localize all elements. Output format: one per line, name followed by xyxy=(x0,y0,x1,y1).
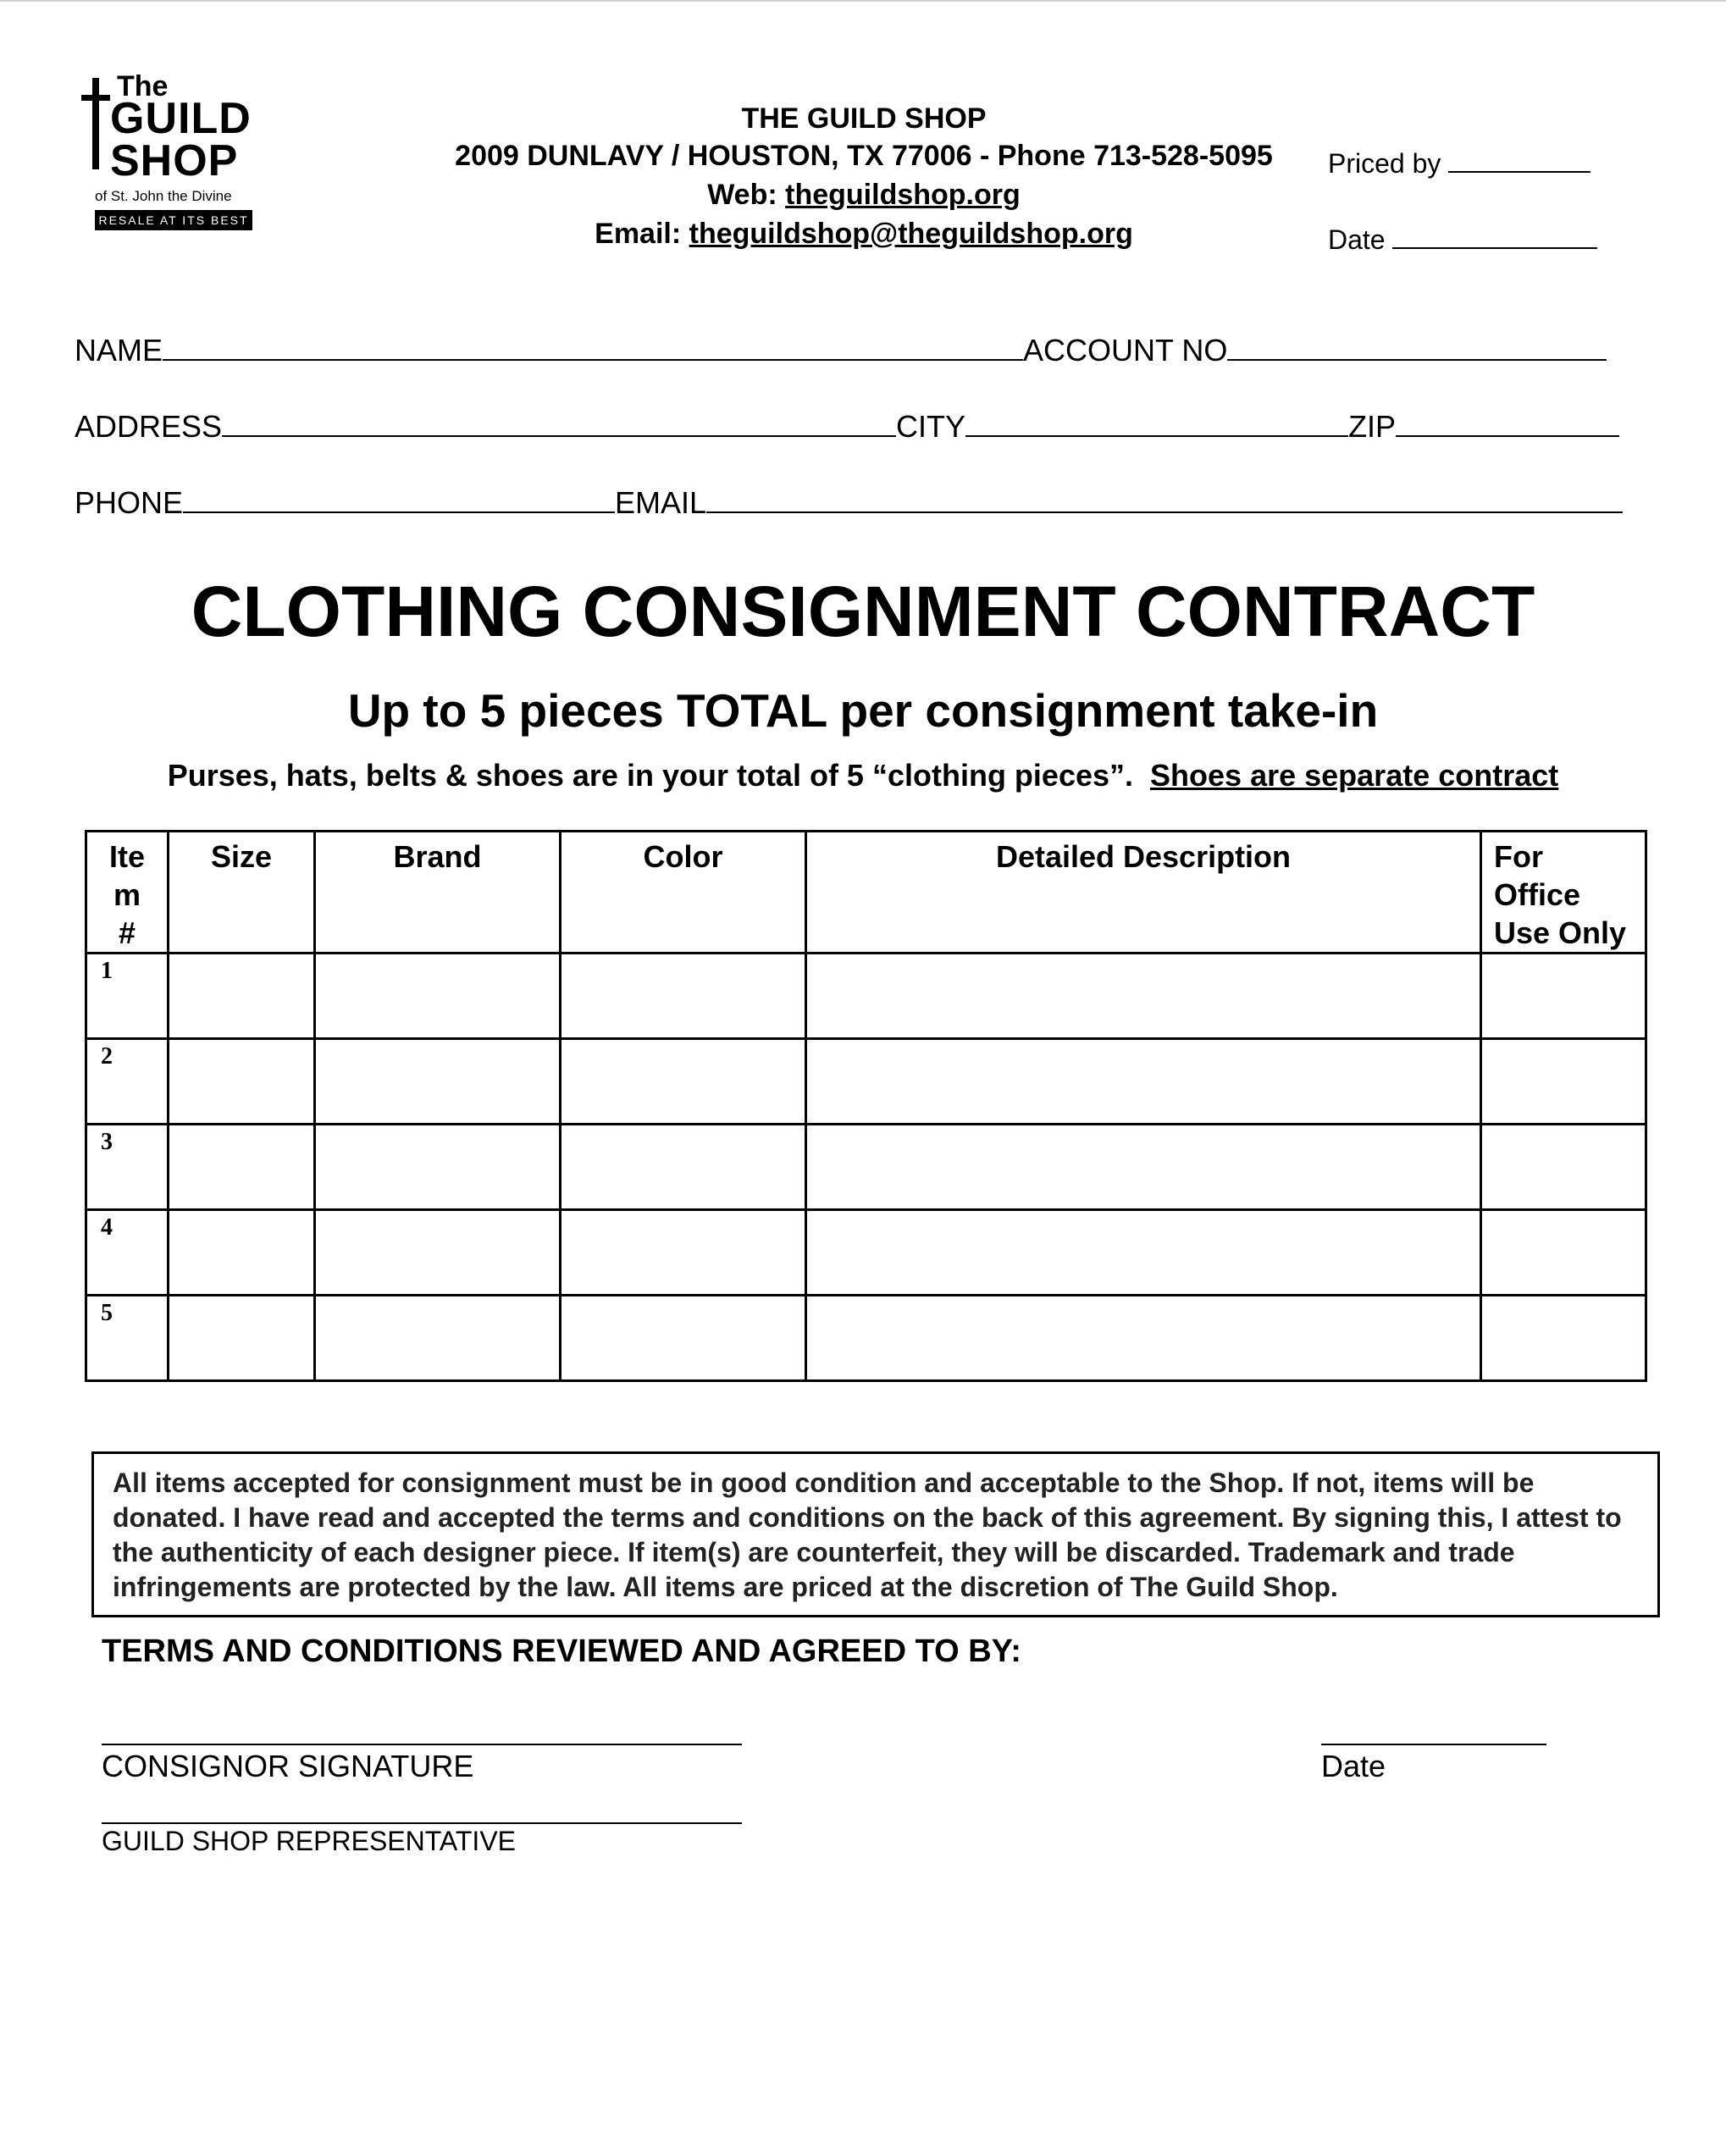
shop-email: Email: theguildshop@theguildshop.org xyxy=(595,218,1133,250)
table-row xyxy=(86,1125,1646,1210)
size-cell[interactable] xyxy=(169,1125,315,1210)
color-cell[interactable] xyxy=(561,1210,806,1296)
item-number: 1 xyxy=(86,954,169,1039)
logo-guild: GUILD xyxy=(110,94,252,143)
color-cell[interactable] xyxy=(561,954,806,1039)
city-line[interactable] xyxy=(965,406,1348,437)
consignor-signature-line[interactable] xyxy=(102,1742,742,1745)
logo-the: The xyxy=(117,70,169,102)
zip-label: ZIP xyxy=(1348,409,1397,444)
email-field-label: EMAIL xyxy=(615,485,707,520)
account-line[interactable] xyxy=(1227,330,1607,361)
office-cell[interactable] xyxy=(1481,1210,1646,1296)
name-label: NAME xyxy=(75,333,163,368)
phone-line[interactable] xyxy=(183,483,615,513)
size-cell[interactable] xyxy=(169,1296,315,1381)
priced-by-field xyxy=(1328,142,1590,180)
items-note xyxy=(0,757,1726,794)
signature-date-label: Date xyxy=(1321,1749,1386,1783)
header-office-use: For Office Use Only xyxy=(1481,832,1646,954)
header-item-number: Ite m # xyxy=(86,832,169,954)
brand-cell[interactable] xyxy=(315,1039,561,1125)
office-cell[interactable] xyxy=(1481,954,1646,1039)
contract-title: CLOTHING CONSIGNMENT CONTRACT xyxy=(191,572,1535,651)
description-cell[interactable] xyxy=(806,1210,1481,1296)
table-row xyxy=(86,1210,1646,1296)
address-label: ADDRESS xyxy=(75,409,223,444)
description-cell[interactable] xyxy=(806,1125,1481,1210)
city-label: CITY xyxy=(896,409,966,444)
address-row xyxy=(75,406,1619,445)
consignor-signature-label: CONSIGNOR SIGNATURE xyxy=(102,1749,474,1783)
table-row xyxy=(86,1039,1646,1125)
header-description: Detailed Description xyxy=(806,832,1481,954)
address-line[interactable] xyxy=(222,406,896,437)
name-row xyxy=(75,330,1607,369)
web-label: Web xyxy=(707,179,768,211)
header-brand: Brand xyxy=(315,832,561,954)
header-date-field xyxy=(1328,218,1597,257)
account-label: ACCOUNT NO xyxy=(1023,333,1228,368)
shoes-contract-note: Shoes are separate contract xyxy=(1150,758,1559,793)
items-note-text: Purses, hats, belts & shoes are in your total of 5 “clothing pieces”. xyxy=(167,758,1134,793)
header-size: Size xyxy=(169,832,315,954)
office-cell[interactable] xyxy=(1481,1296,1646,1381)
email-link[interactable]: theguildshop@theguildshop.org xyxy=(689,218,1133,250)
color-cell[interactable] xyxy=(561,1125,806,1210)
consignment-notice-box: All items accepted for consignment must be in good condition and acceptable to the Shop. If not, items will be donated. I have read and accepted the terms and conditions on the back of this agreement. By signing this, I attest to the authenticity of each designer piece. If item(s) are counterfeit, they will be discarded. Trademark and trade infringements are protected by the law. All items are priced at the discretion of The Guild Shop. xyxy=(91,1451,1660,1617)
phone-row xyxy=(75,483,1623,522)
size-cell[interactable] xyxy=(169,1210,315,1296)
header-date-label: Date xyxy=(1328,224,1386,255)
logo-shop: SHOP xyxy=(110,136,239,185)
table-row xyxy=(86,954,1646,1039)
item-number: 3 xyxy=(86,1125,169,1210)
office-cell[interactable] xyxy=(1481,1125,1646,1210)
brand-cell[interactable] xyxy=(315,1296,561,1381)
logo-subtitle: of St. John the Divine xyxy=(95,188,232,204)
color-cell[interactable] xyxy=(561,1039,806,1125)
shop-web: Web: theguildshop.org xyxy=(707,179,1021,211)
office-cell[interactable] xyxy=(1481,1039,1646,1125)
priced-by-label: Priced by xyxy=(1328,148,1441,179)
brand-cell[interactable] xyxy=(315,954,561,1039)
zip-line[interactable] xyxy=(1396,406,1619,437)
description-cell[interactable] xyxy=(806,1039,1481,1125)
email-field-line[interactable] xyxy=(706,483,1623,513)
description-cell[interactable] xyxy=(806,954,1481,1039)
size-cell[interactable] xyxy=(169,954,315,1039)
terms-heading: TERMS AND CONDITIONS REVIEWED AND AGREED TO BY: xyxy=(102,1634,1021,1669)
name-line[interactable] xyxy=(163,330,1023,361)
brand-cell[interactable] xyxy=(315,1125,561,1210)
size-cell[interactable] xyxy=(169,1039,315,1125)
item-number: 5 xyxy=(86,1296,169,1381)
item-number: 4 xyxy=(86,1210,169,1296)
signature-date-line[interactable] xyxy=(1321,1742,1546,1745)
phone-label: PHONE xyxy=(75,485,184,520)
page-top-border xyxy=(0,0,1726,2)
color-cell[interactable] xyxy=(561,1296,806,1381)
description-cell[interactable] xyxy=(806,1296,1481,1381)
guild-shop-logo xyxy=(78,69,264,239)
representative-label: GUILD SHOP REPRESENTATIVE xyxy=(102,1826,516,1856)
table-row xyxy=(86,1296,1646,1381)
shop-address: 2009 DUNLAVY / HOUSTON, TX 77006 - Phone 713-528-5095 xyxy=(455,140,1273,172)
contract-subtitle: Up to 5 pieces TOTAL per consignment take-in xyxy=(347,684,1379,737)
shop-name: THE GUILD SHOP xyxy=(741,102,987,135)
cross-icon xyxy=(92,78,99,169)
logo-tagline: RESALE AT ITS BEST xyxy=(95,210,252,230)
priced-by-line[interactable] xyxy=(1448,142,1590,173)
cross-icon-bar xyxy=(81,95,110,101)
items-table xyxy=(85,830,1647,1382)
item-number: 2 xyxy=(86,1039,169,1125)
header-date-line[interactable] xyxy=(1392,218,1597,249)
brand-cell[interactable] xyxy=(315,1210,561,1296)
email-label: Email xyxy=(595,218,672,250)
table-header-row xyxy=(86,832,1646,954)
web-link[interactable]: theguildshop.org xyxy=(785,179,1021,211)
header-color: Color xyxy=(561,832,806,954)
